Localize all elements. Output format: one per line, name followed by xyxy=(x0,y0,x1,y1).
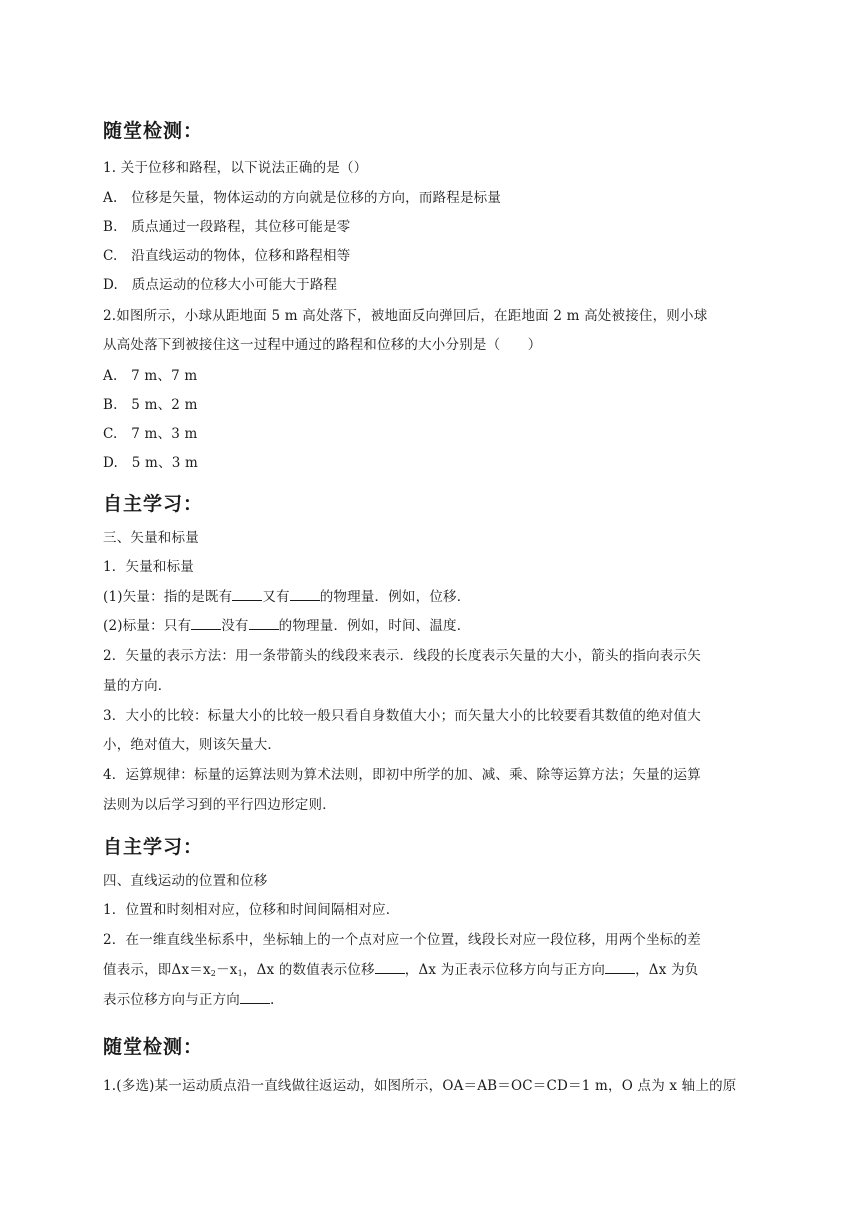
text: ，Δx 为负 xyxy=(635,962,699,978)
section-heading: 随堂检测： xyxy=(103,1036,204,1058)
q1-option-c: C. 沿直线运动的物体，位移和路程相等 xyxy=(103,248,351,264)
text: ，Δx 为正表示位移方向与正方向 xyxy=(404,962,606,978)
blank xyxy=(240,991,270,1004)
paragraph-line: 1．位置和时刻相对应，位移和时间间隔相对应． xyxy=(103,902,400,918)
q2-option-b: B. 5 m、2 m xyxy=(103,397,198,413)
q1-option-d: D. 质点运动的位移大小可能大于路程 xyxy=(103,277,338,293)
question-1-stem: 1.(多选)某一运动质点沿一直线做往返运动，如图所示，OA＝AB＝OC＝CD＝1 m，O 点为 x 轴上的原 xyxy=(103,1078,737,1094)
question-2-stem-line2: 从高处落下到被接住这一过程中通过的路程和位移的大小分别是（ ） xyxy=(103,337,542,353)
blank xyxy=(290,588,320,601)
text: . xyxy=(270,992,275,1008)
formula-line xyxy=(103,958,698,978)
blank xyxy=(232,588,262,601)
subscript: 1 xyxy=(237,969,243,978)
text: 的物理量．例如，时间、温度． xyxy=(278,618,471,634)
subsection-title: 三、矢量和标量 xyxy=(103,530,199,546)
q1-option-a: A. 位移是矢量，物体运动的方向就是位移的方向，而路程是标量 xyxy=(103,190,502,206)
paragraph-line: 小，绝对值大，则该矢量大． xyxy=(103,737,282,753)
text: 没有 xyxy=(221,618,249,634)
text: 值表示，即Δx＝x xyxy=(103,962,211,978)
paragraph-line: 法则为以后学习到的平行四边形定则． xyxy=(103,797,336,813)
section-heading: 自主学习： xyxy=(103,493,204,515)
paragraph-line: 2．矢量的表示方法：用一条带箭头的线段来表示．线段的长度表示矢量的大小，箭头的指向表示矢 xyxy=(103,648,701,664)
text: －x xyxy=(216,962,238,978)
subscript: 2 xyxy=(210,969,217,978)
q2-option-a: A. 7 m、7 m xyxy=(103,368,198,384)
text: 表示位移方向与正方向 xyxy=(103,992,240,1008)
fill-blank-line xyxy=(103,988,275,1008)
text: ，Δx 的数值表示位移 xyxy=(242,962,375,978)
text: 又有 xyxy=(262,589,290,605)
text: (1)矢量：指的是既有 xyxy=(103,589,233,605)
fill-blank-line xyxy=(103,585,470,605)
text: 的物理量．例如，位移． xyxy=(319,589,471,605)
fill-blank-line xyxy=(103,614,470,634)
section-heading: 自主学习： xyxy=(103,836,204,858)
section-heading: 随堂检测： xyxy=(103,120,204,142)
q2-option-d: D. 5 m、3 m xyxy=(103,455,198,471)
paragraph-line: 2．在一维直线坐标系中，坐标轴上的一个点对应一个位置，线段长对应一段位移，用两个坐标的差 xyxy=(103,932,701,948)
text: (2)标量：只有 xyxy=(103,618,192,634)
q2-option-c: C. 7 m、3 m xyxy=(103,426,198,442)
paragraph-line: 1．矢量和标量 xyxy=(103,559,194,575)
paragraph-line: 3．大小的比较：标量大小的比较一般只看自身数值大小；而矢量大小的比较要看其数值的绝对值大 xyxy=(103,708,701,724)
question-1-stem: 1. 关于位移和路程，以下说法正确的是（） xyxy=(103,160,368,176)
paragraph-line: 4．运算规律：标量的运算法则为算术法则，即初中所学的加、减、乘、除等运算方法；矢量的运算 xyxy=(103,767,701,783)
blank xyxy=(249,617,279,630)
subsection-title: 四、直线运动的位置和位移 xyxy=(103,873,268,889)
blank xyxy=(605,961,635,974)
blank xyxy=(375,961,405,974)
paragraph-line: 量的方向． xyxy=(103,678,172,694)
blank xyxy=(191,617,221,630)
q1-option-b: B. 质点通过一段路程，其位移可能是零 xyxy=(103,219,351,235)
question-2-stem-line1: 2.如图所示，小球从距地面 5 m 高处落下，被地面反向弹回后，在距地面 2 m 高处被接住，则小球 xyxy=(103,308,708,324)
